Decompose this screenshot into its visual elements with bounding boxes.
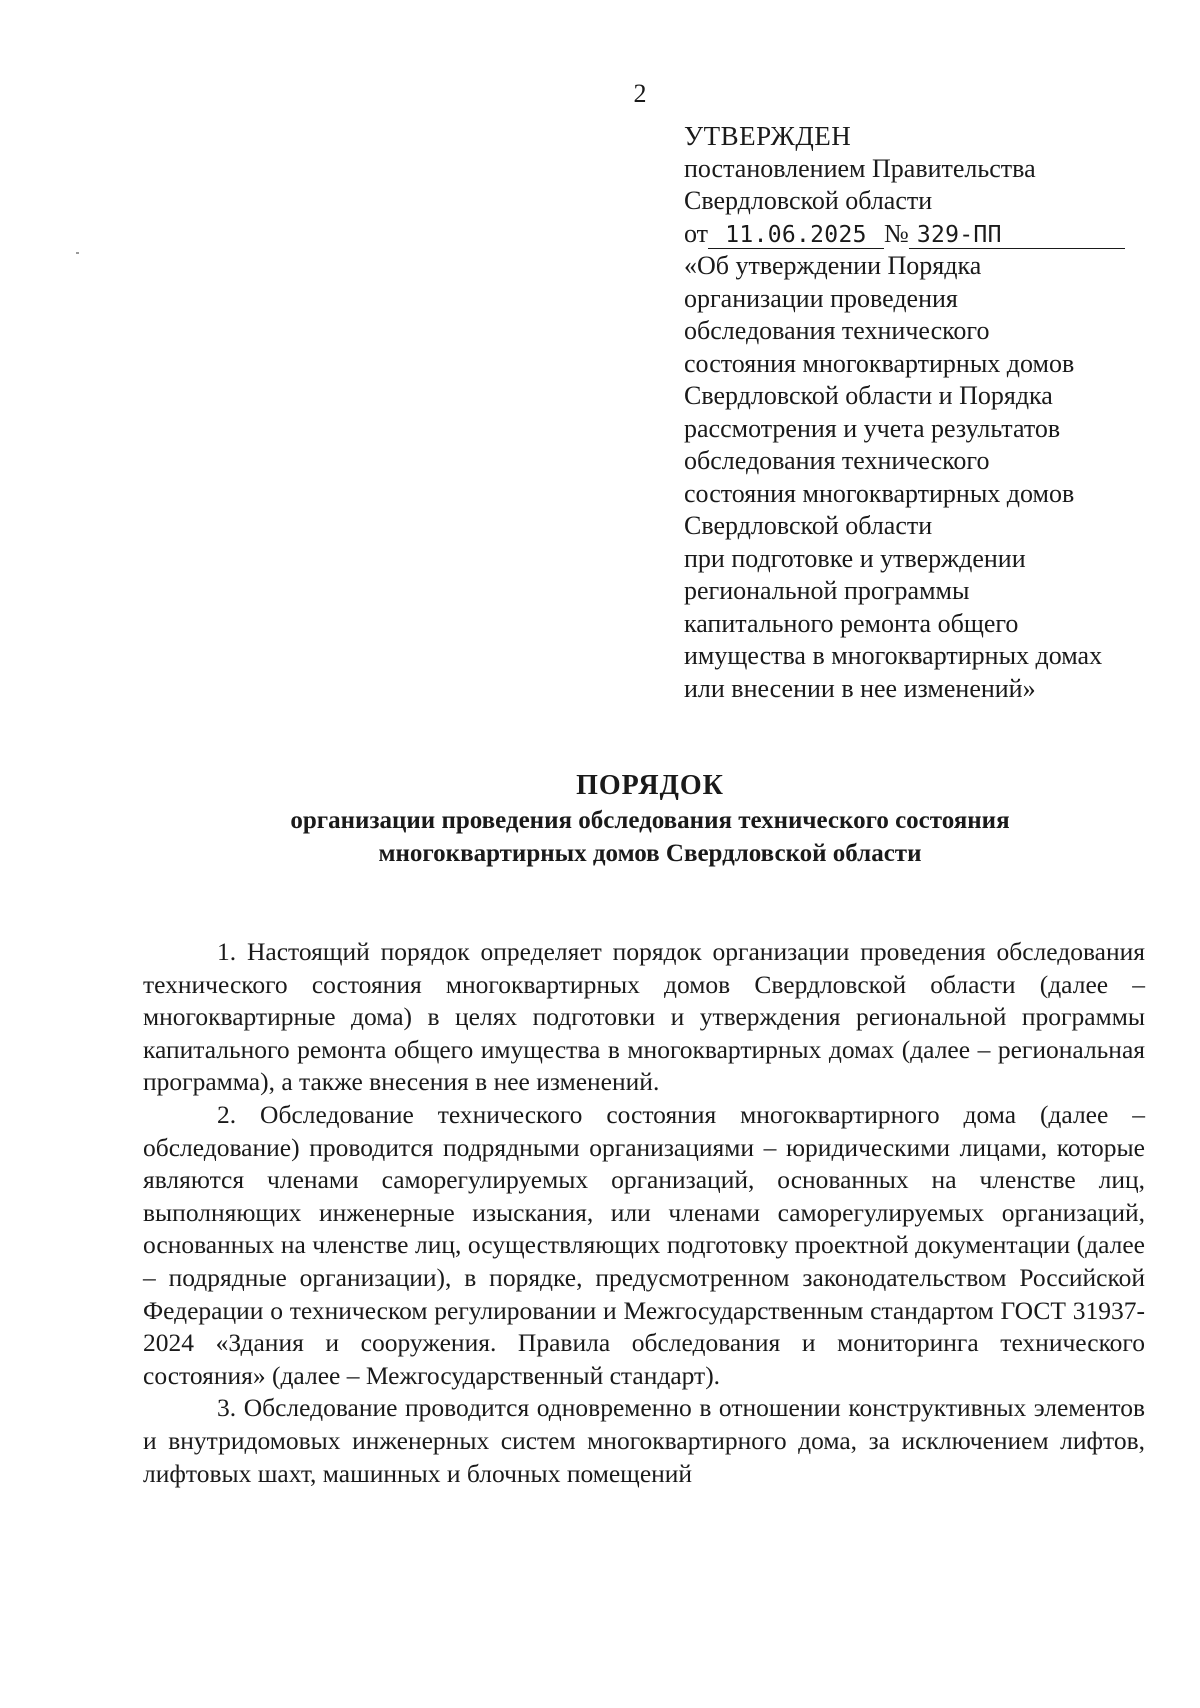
approval-title-line: Свердловской области [684,511,933,540]
approval-number-value: 329-ПП [909,222,1125,249]
approval-line: постановлением Правительства [684,153,1036,183]
paragraph-1: 1. Настоящий порядок определяет порядок организации проведения обследования технического состояния многоквартирных домов Свердловской области (далее – многоквартирные дома) в целях подготовки и утверждения региональной программы капитального ремонта общего имущества в многоквартирных домах (далее – региональная программа), а также внесения в нее изменений. [143,937,1145,1097]
document-body [143,936,1145,1490]
approval-title-line: обследования технического [684,446,990,475]
document-title-block [140,768,1160,870]
approval-stamp-block [684,120,1164,705]
approval-title-line: или внесении в нее изменений» [684,673,1036,703]
approval-title-line: капитального ремонта общего [684,608,1019,638]
approval-date-line [684,218,1164,251]
approval-line: Свердловской области [684,186,933,215]
document-subtitle-line: организации проведения обследования технического состояния [290,807,1010,834]
approval-title-line: рассмотрения и учета результатов [684,413,1061,443]
approval-title-line: имущества в многоквартирных домах [684,641,1103,670]
paragraph-2: 2. Обследование технического состояния многоквартирного дома (далее – обследование) проводится подрядными организациями – юридическими лицами, которые являются членами саморегулируемых организаций, основанных на членстве лиц, выполняющих инженерные изыскания, или членами саморегулируемых организаций, основанных на членстве лиц, осуществляющих подготовку проектной документации (далее – подрядные организации), в порядке, предусмотренном законодательством Российской Федерации о техническом регулировании и Межгосударственным стандартом ГОСТ 31937-2024 «Здания и сооружения. Правила обследования и мониторинга технического состояния» (далее – Межгосударственный стандарт). [143,1099,1145,1390]
approval-title-line: обследования технического [684,316,990,345]
approved-label: УТВЕРЖДЕН [684,121,852,151]
page-number: 2 [633,79,647,108]
approval-title-line: региональной программы [684,576,970,605]
approval-title-line: при подготовке и утверждении [684,543,1026,573]
date-prefix: от [684,218,709,248]
approval-title-line: организации проведения [684,283,958,313]
scan-artifact [76,252,79,254]
paragraph-3: 3. Обследование проводится одновременно в отношении конструктивных элементов и внутридомовых инженерных систем многоквартирного дома, за исключением лифтов, лифтовых шахт, машинных и блочных помещений [143,1393,1145,1488]
approval-title-line: состояния многоквартирных домов [684,478,1075,508]
approval-title-line: состояния многоквартирных домов [684,348,1075,378]
document-subtitle-line: многоквартирных домов Свердловской области [378,840,922,867]
approval-title-line: Свердловской области и Порядка [684,381,1053,410]
approval-date-value: 11.06.2025 [708,222,884,249]
approval-title-line: «Об утверждении Порядка [684,251,982,280]
document-title: ПОРЯДОК [576,770,724,801]
number-sign: № [884,218,909,248]
